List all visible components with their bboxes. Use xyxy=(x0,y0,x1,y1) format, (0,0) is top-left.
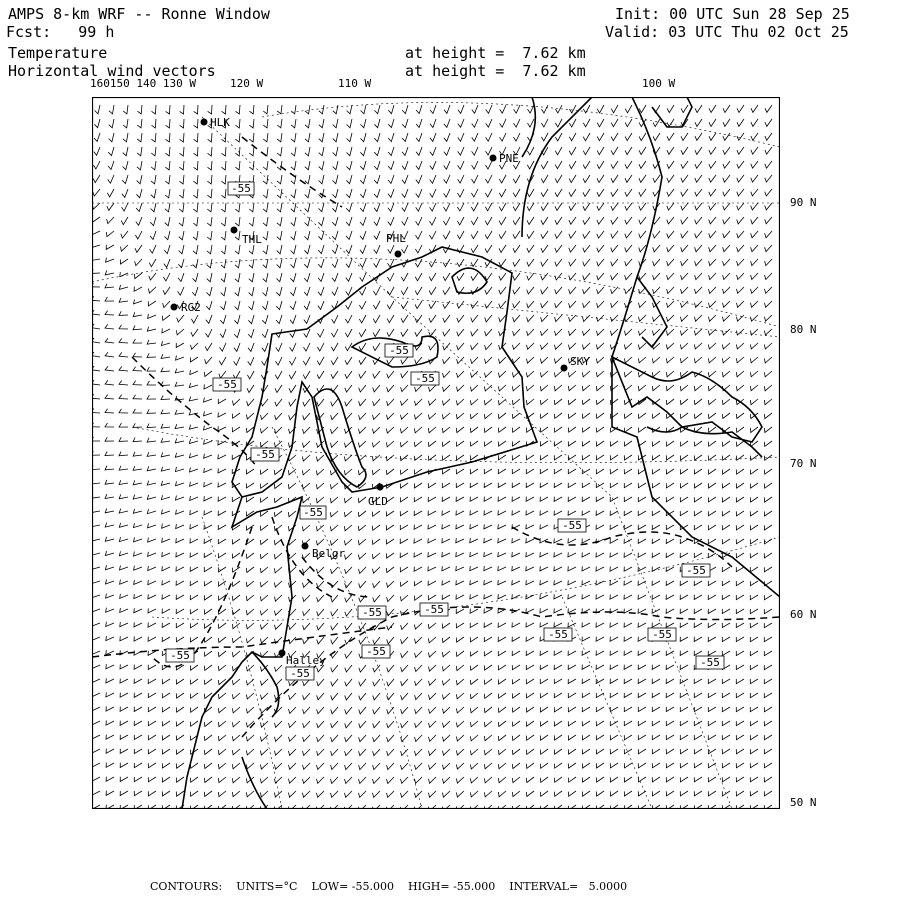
svg-text:-55: -55 xyxy=(415,372,435,385)
lat-label: 60 N xyxy=(790,608,817,621)
svg-text:-55: -55 xyxy=(366,645,386,658)
svg-text:GLD: GLD xyxy=(368,495,388,508)
interval-value: INTERVAL= 5.0000 xyxy=(509,880,628,893)
wind-barbs xyxy=(92,105,772,809)
svg-text:SKY: SKY xyxy=(570,355,590,368)
low-value: LOW= -55.000 xyxy=(311,880,395,893)
contour-label xyxy=(300,506,326,519)
height-temperature: at height = 7.62 km xyxy=(405,44,586,62)
lon-label: 110 W xyxy=(338,77,372,90)
field-name-wind: Horizontal wind vectors xyxy=(8,62,216,80)
station-marker xyxy=(279,650,327,668)
units-label: UNITS=°C xyxy=(236,880,298,893)
model-title: AMPS 8-km WRF -- Ronne Window xyxy=(8,5,270,23)
contour-label xyxy=(166,649,194,662)
lat-label: 50 N xyxy=(790,796,817,809)
station-marker xyxy=(490,152,519,165)
svg-text:PNE: PNE xyxy=(499,152,519,165)
contour-label xyxy=(648,628,676,641)
svg-text:RG2: RG2 xyxy=(181,301,201,314)
contour-label xyxy=(696,656,724,669)
contour-label xyxy=(544,628,572,641)
map-panel xyxy=(92,97,780,809)
lat-label: 90 N xyxy=(790,196,817,209)
lat-label: 80 N xyxy=(790,323,817,336)
contour-info xyxy=(150,880,641,893)
valid-time: Valid: 03 UTC Thu 02 Oct 25 xyxy=(605,23,849,41)
svg-text:-55: -55 xyxy=(562,519,582,532)
svg-text:Belgr: Belgr xyxy=(312,547,346,560)
svg-text:-55: -55 xyxy=(652,628,672,641)
temperature-contour xyxy=(92,137,780,737)
station-marker xyxy=(231,227,263,247)
svg-text:-55: -55 xyxy=(290,667,310,680)
station-marker xyxy=(302,543,346,561)
contours-label: CONTOURS: xyxy=(150,880,223,893)
contour-label xyxy=(251,448,279,461)
contour-label xyxy=(682,564,710,577)
svg-text:THL: THL xyxy=(242,233,262,246)
high-value: HIGH= -55.000 xyxy=(408,880,496,893)
lon-label: 120 W xyxy=(230,77,264,90)
contour-label xyxy=(362,645,390,658)
contour-label xyxy=(358,606,386,619)
svg-text:-55: -55 xyxy=(362,606,382,619)
svg-text:-55: -55 xyxy=(686,564,706,577)
svg-text:-55: -55 xyxy=(700,656,720,669)
svg-text:-55: -55 xyxy=(231,182,251,195)
contour-label xyxy=(558,519,586,532)
contour-label xyxy=(213,378,241,391)
wind-vector-field xyxy=(92,105,772,809)
contour-label xyxy=(385,344,413,357)
contour-label xyxy=(228,182,254,195)
forecast-hour: Fcst: 99 h xyxy=(6,23,115,41)
init-time: Init: 00 UTC Sun 28 Sep 25 xyxy=(615,5,850,23)
svg-text:-55: -55 xyxy=(255,448,275,461)
contour-label xyxy=(286,667,314,680)
svg-text:Halley: Halley xyxy=(286,654,326,667)
field-name-temperature: Temperature xyxy=(8,44,108,62)
svg-text:-55: -55 xyxy=(303,506,323,519)
lon-label: 100 W xyxy=(642,77,676,90)
station-marker xyxy=(368,484,388,509)
svg-text:PHL: PHL xyxy=(386,232,406,245)
station-marker xyxy=(561,355,591,372)
station-marker xyxy=(386,232,406,258)
lat-label: 70 N xyxy=(790,457,817,470)
svg-text:HLK: HLK xyxy=(210,116,230,129)
svg-text:-55: -55 xyxy=(424,603,444,616)
height-wind: at height = 7.62 km xyxy=(405,62,586,80)
station-marker xyxy=(201,116,231,129)
station-marker xyxy=(171,301,201,314)
lon-label: 160150 140 130 W xyxy=(90,77,196,90)
svg-text:-55: -55 xyxy=(170,649,190,662)
svg-text:-55: -55 xyxy=(389,344,409,357)
svg-text:-55: -55 xyxy=(548,628,568,641)
svg-text:-55: -55 xyxy=(217,378,237,391)
contour-label xyxy=(411,372,439,385)
contour-label xyxy=(420,603,448,616)
